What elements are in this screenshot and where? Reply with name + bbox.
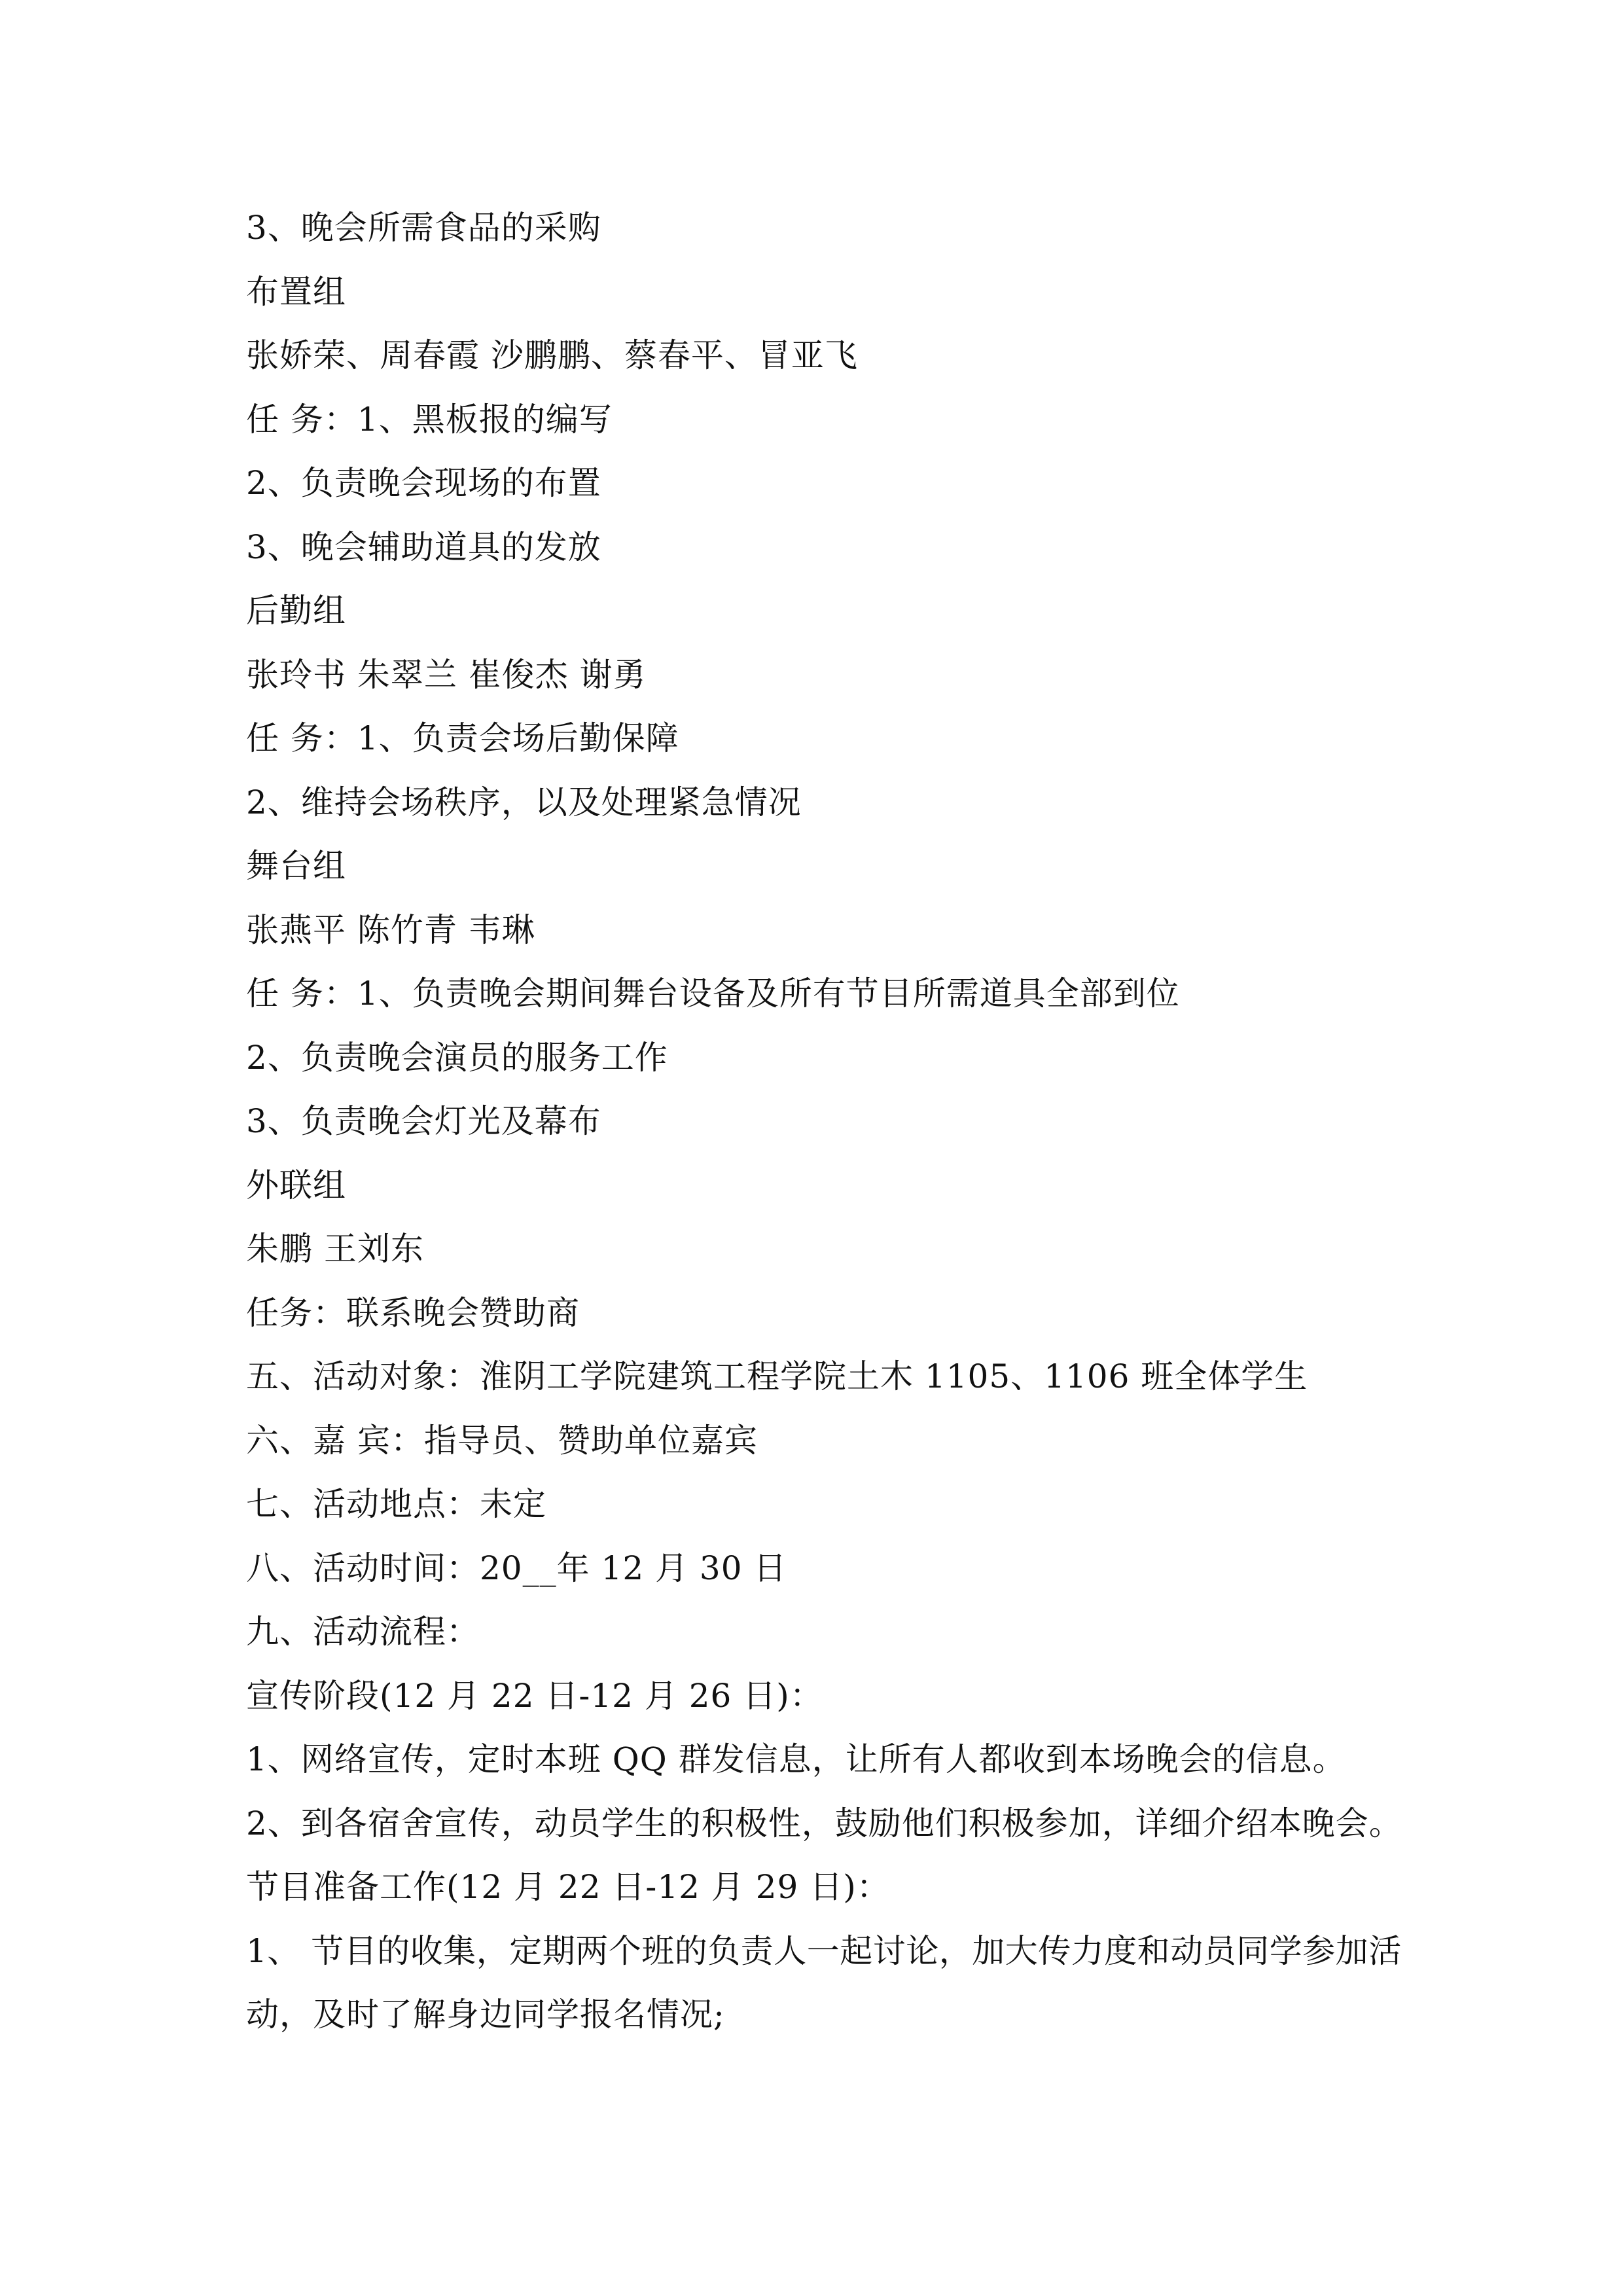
text-line: 3、晚会所需食品的采购 bbox=[246, 209, 601, 247]
text-line: 1、 节目的收集，定期两个班的负责人一起讨论，加大传力度和动员同学参加活 bbox=[246, 1931, 1402, 1970]
text-line: 2、到各宿舍宣传，动员学生的积极性，鼓励他们积极参加，详细介绍本晚会。 bbox=[246, 1804, 1402, 1842]
text-line: 2、负责晚会演员的服务工作 bbox=[246, 1038, 668, 1077]
text-line: 动，及时了解身边同学报名情况; bbox=[246, 1996, 725, 2034]
text-line: 3、晚会辅助道具的发放 bbox=[246, 528, 601, 566]
section-item: 八、活动时间：20__年 12 月 30 日 bbox=[246, 1549, 787, 1587]
task-line: 任务：联系晚会赞助商 bbox=[246, 1293, 580, 1332]
section-heading: 后勤组 bbox=[246, 592, 346, 630]
section-item: 五、活动对象：淮阴工学院建筑工程学院土木 1105、1106 班全体学生 bbox=[246, 1357, 1308, 1395]
section-item: 九、活动流程： bbox=[246, 1613, 480, 1651]
text-line: 1、网络宣传，定时本班 QQ 群发信息，让所有人都收到本场晚会的信息。 bbox=[246, 1740, 1346, 1778]
phase-heading: 节目准备工作(12 月 22 日-12 月 29 日)： bbox=[246, 1868, 890, 1906]
section-heading: 布置组 bbox=[246, 272, 346, 311]
section-item: 七、活动地点：未定 bbox=[246, 1485, 546, 1523]
task-line: 任 务：1、黑板报的编写 bbox=[246, 400, 613, 439]
member-list: 张燕平 陈竹青 韦琳 bbox=[246, 910, 535, 949]
phase-heading: 宣传阶段(12 月 22 日-12 月 26 日)： bbox=[246, 1676, 823, 1715]
document-body bbox=[246, 196, 1402, 2047]
section-heading: 舞台组 bbox=[246, 847, 346, 885]
text-line: 2、负责晚会现场的布置 bbox=[246, 464, 601, 502]
task-line: 任 务：1、负责会场后勤保障 bbox=[246, 719, 679, 757]
member-list: 张娇荣、周春霞 沙鹏鹏、蔡春平、冒亚飞 bbox=[246, 336, 858, 374]
member-list: 朱鹏 王刘东 bbox=[246, 1230, 424, 1268]
task-line: 任 务：1、负责晚会期间舞台设备及所有节目所需道具全部到位 bbox=[246, 975, 1180, 1013]
section-heading: 外联组 bbox=[246, 1166, 346, 1204]
section-item: 六、嘉 宾：指导员、赞助单位嘉宾 bbox=[246, 1421, 758, 1460]
text-line: 2、维持会场秩序，以及处理紧急情况 bbox=[246, 783, 802, 821]
text-line: 3、负责晚会灯光及幕布 bbox=[246, 1102, 601, 1140]
member-list: 张玲书 朱翠兰 崔俊杰 谢勇 bbox=[246, 655, 647, 694]
